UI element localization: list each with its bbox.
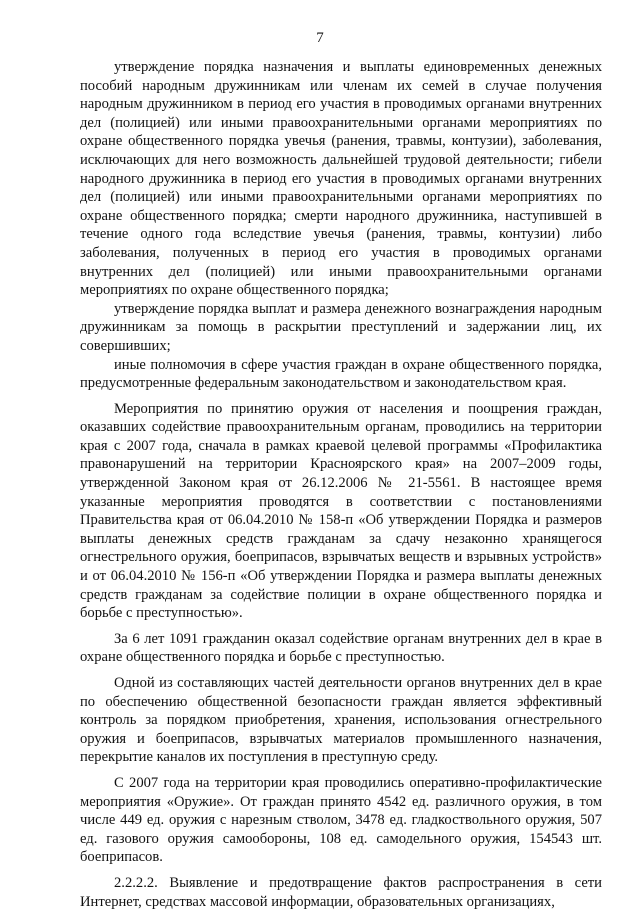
paragraph-operation-weapon: С 2007 года на территории края проводились оперативно-профилактические мероприятия «Оружие». От граждан принято 4542 ед. различного оружия, в том числе 449 ед. оружия с нарезным стволом, 3478 ед. гладкоствольного оружия, 507 ед. газового оружия самообороны, 108 ед. самодельного оружия, 154543 шт. боеприпасов. [80,774,602,866]
paragraph-weapons-control: Одной из составляющих частей деятельности органов внутренних дел в крае по обеспечению общественной безопасности граждан является эффективный контроль за порядком приобретения, хранения, использования огнестрельного оружия и боеприпасов, взрывчатых материалов промышленного назначения, перекрытие каналов их поступления в преступную среду. [80,675,602,766]
paragraph-weapons-program: Мероприятия по принятию оружия от населения и поощрения граждан, оказавших содействие правоохранительным органам, проводились на территории края с 2007 года, сначала в рамках краевой целевой программы «Профилактика правонарушений на территории Красноярского края» на 2007–2009 годы, утвержденной Законом края от 26.12.2006 № 21-5561. В настоящее время указанные мероприятия проводятся в соответствии с постановлениями Правительства края от 06.04.2010 № 158-п «Об утверждении Порядка и размеров выплаты денежных средств гражданам за сдачу незаконно хранящегося огнестрельного оружия, боеприпасов, взрывчатых веществ и взрывных устройств» и от 06.04.2010 № 156-п «Об утверждении Порядка и размера выплаты денежных средств гражданам за содействие полиции в охране общественного порядка и борьбе с преступностью». [80,400,602,622]
page-number: 7 [316,30,324,46]
document-body [80,58,602,911]
paragraph-duties-reward: утверждение порядка выплат и размера денежного вознаграждения народным дружинникам за помощь в раскрытии преступлений и задержании лиц, их совершивших; [80,300,602,354]
paragraph-citizens-count: За 6 лет 1091 гражданин оказал содействие органам внутренних дел в крае в охране общественного порядка и борьбе с преступностью. [80,630,602,666]
paragraph-duties-benefits: утверждение порядка назначения и выплаты единовременных денежных пособий народным дружинникам или членам их семей в случае получения народным дружинником в период его участия в проводимых органами внутренних дел (полицией) или иными правоохранительными органами мероприятиях по охране общественного порядка увечья (ранения, травмы, контузии), заболевания, исключающих для него возможность дальнейшей трудовой деятельности; гибели народного дружинника в период его участия в проводимых органами внутренних дел (полицией) или иными правоохранительными органами мероприятиях по охране общественного порядка; смерти народного дружинника, наступившей в течение одного года вследствие увечья (ранения, травмы, контузии) либо заболевания, полученных в период его участия в проводимых органами внутренних дел (полицией) или иными правоохранительными органами мероприятиях по охране общественного порядка; [80,59,602,299]
paragraph-duties-other: иные полномочия в сфере участия граждан в охране общественного порядка, предусмотренные федеральным законодательством и законодательством края. [80,356,602,392]
paragraph-section-2-2-2-2: 2.2.2.2. Выявление и предотвращение фактов распространения в сети Интернет, средствах массовой информации, образовательных организациях, [80,874,602,910]
